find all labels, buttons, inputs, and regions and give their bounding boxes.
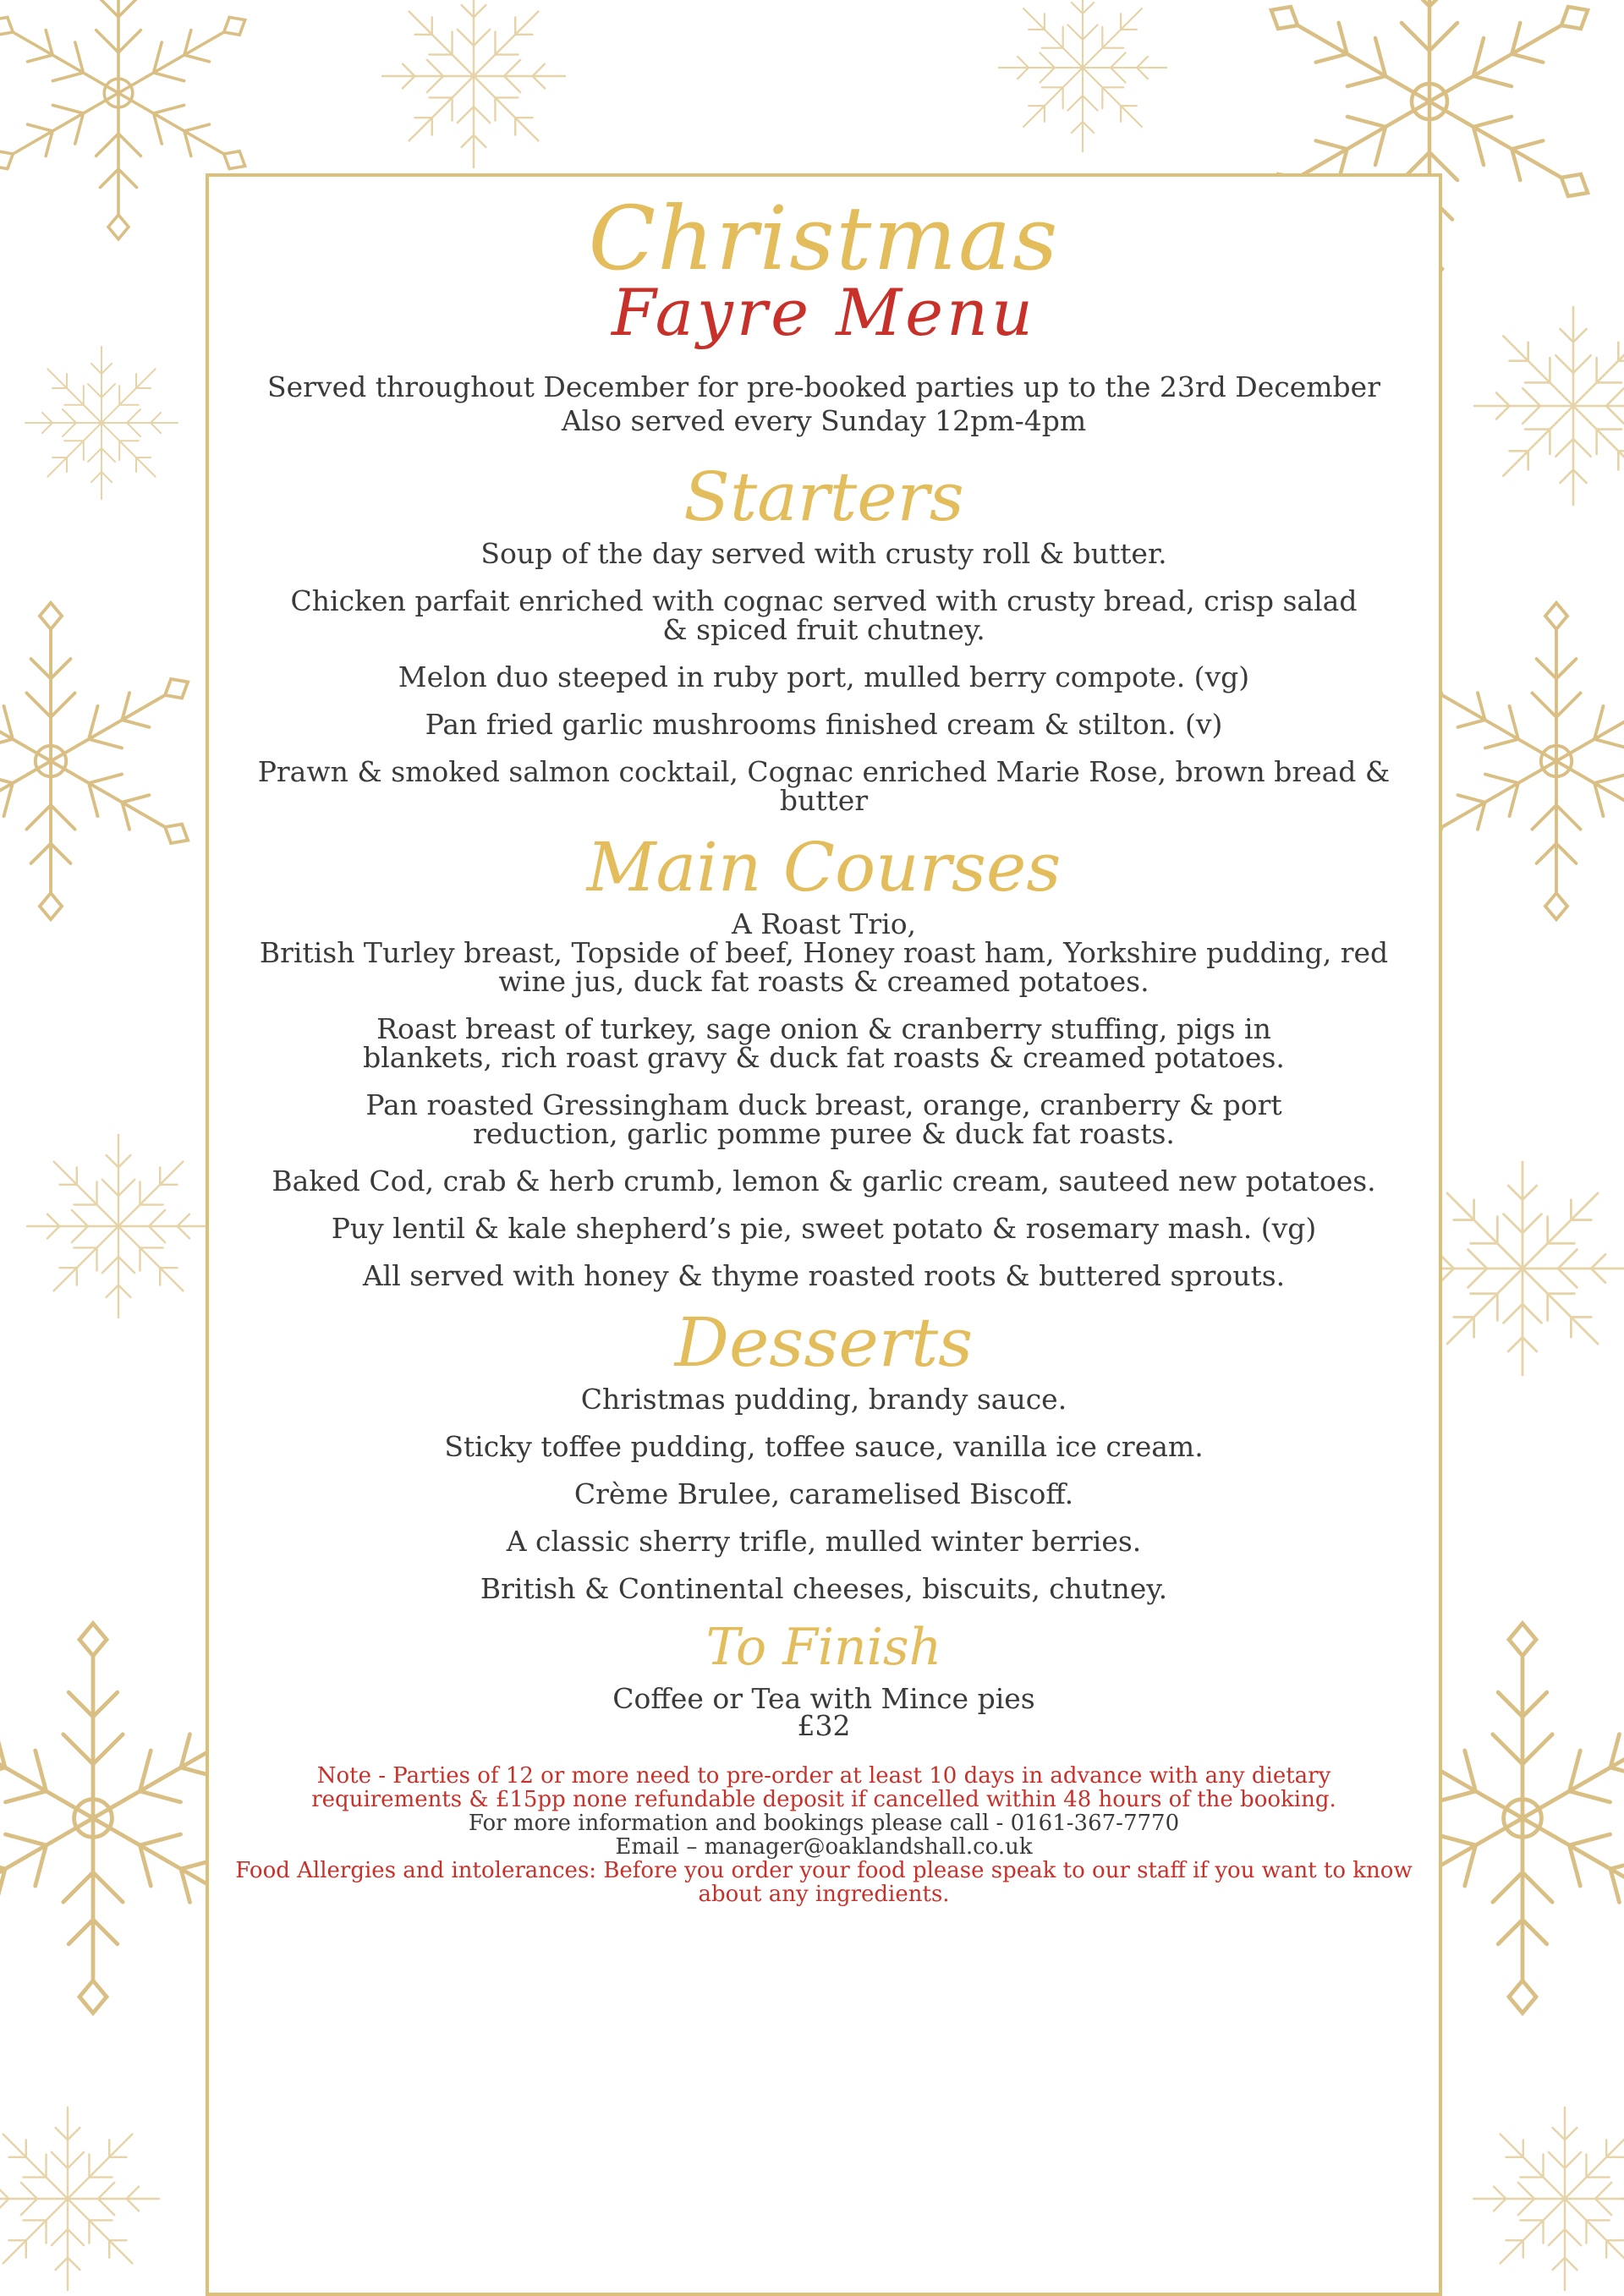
booking-info: For more information and bookings please call - 0161-367-7770	[468, 1811, 1180, 1836]
starter-item: Prawn & smoked salmon cocktail, Cognac enriched Marie Rose, brown bread & butter	[257, 755, 1391, 817]
finish-heading: To Finish	[705, 1618, 942, 1677]
dessert-item: A classic sherry trifle, mulled winter berries.	[506, 1525, 1142, 1558]
starter-item: Melon duo steeped in ruby port, mulled berry compote. (vg)	[398, 660, 1250, 693]
menu-content	[209, 178, 1439, 1906]
dessert-item: Sticky toffee pudding, toffee sauce, vanilla ice cream.	[444, 1430, 1204, 1463]
starters-heading: Starters	[683, 458, 964, 536]
preorder-note: Note - Parties of 12 or more need to pre-order at least 10 days in advance with any dietary requirements & £15pp none refundable deposit if cancelled within 48 hours of the booking.	[311, 1763, 1336, 1812]
dessert-item: Crème Brulee, caramelised Biscoff.	[573, 1477, 1074, 1510]
allergy-note: Food Allergies and intolerances: Before you order your food please speak to our staff if you want to know about any ingredients.	[235, 1858, 1413, 1907]
intro-line-1: Served throughout December for pre-booked parties up to the 23rd December	[267, 370, 1380, 403]
starters-list	[209, 537, 1439, 817]
intro-text	[209, 370, 1439, 438]
starter-item: Pan fried garlic mushrooms finished cream & stilton. (v)	[425, 708, 1223, 741]
mains-heading: Main Courses	[586, 828, 1062, 907]
main-item: Baked Cod, crab & herb crumb, lemon & garlic cream, sauteed new potatoes.	[272, 1164, 1376, 1197]
starter-item: Chicken parfait enriched with cognac served with crusty bread, crisp salad & spiced fruit chutney.	[290, 584, 1358, 646]
intro-line-2: Also served every Sunday 12pm-4pm	[561, 404, 1087, 437]
finish-item: Coffee or Tea with Mince pies	[612, 1682, 1035, 1715]
roast-trio-desc: British Turley breast, Topside of beef, Honey roast ham, Yorkshire pudding, red wine jus, duck fat roasts & creamed potatoes.	[259, 936, 1389, 998]
desserts-list	[209, 1385, 1439, 1603]
dessert-item: Christmas pudding, brandy sauce.	[580, 1383, 1067, 1416]
main-item: Puy lentil & kale shepherd’s pie, sweet potato & rosemary mash. (vg)	[331, 1212, 1317, 1245]
menu-title: Christmas	[588, 187, 1060, 290]
contact-email: Email – manager@oaklandshall.co.uk	[615, 1834, 1033, 1860]
main-item: All served with honey & thyme roasted roots & buttered sprouts.	[362, 1259, 1286, 1292]
menu-price: £32	[797, 1709, 851, 1742]
desserts-heading: Desserts	[674, 1303, 974, 1382]
starter-item: Soup of the day served with crusty roll & butter.	[480, 537, 1167, 570]
main-item: Roast breast of turkey, sage onion & cranberry stuffing, pigs in blankets, rich roast gravy & duck fat roasts & creamed potatoes.	[363, 1012, 1285, 1074]
menu-subtitle: Fayre Menu	[612, 275, 1036, 350]
main-item: Pan roasted Gressingham duck breast, orange, cranberry & port reduction, garlic pomme puree & duck fat roasts.	[365, 1088, 1282, 1150]
roast-trio-title: A Roast Trio,	[731, 907, 917, 940]
dessert-item: British & Continental cheeses, biscuits, chutney.	[480, 1572, 1168, 1605]
mains-list	[209, 907, 1439, 1292]
